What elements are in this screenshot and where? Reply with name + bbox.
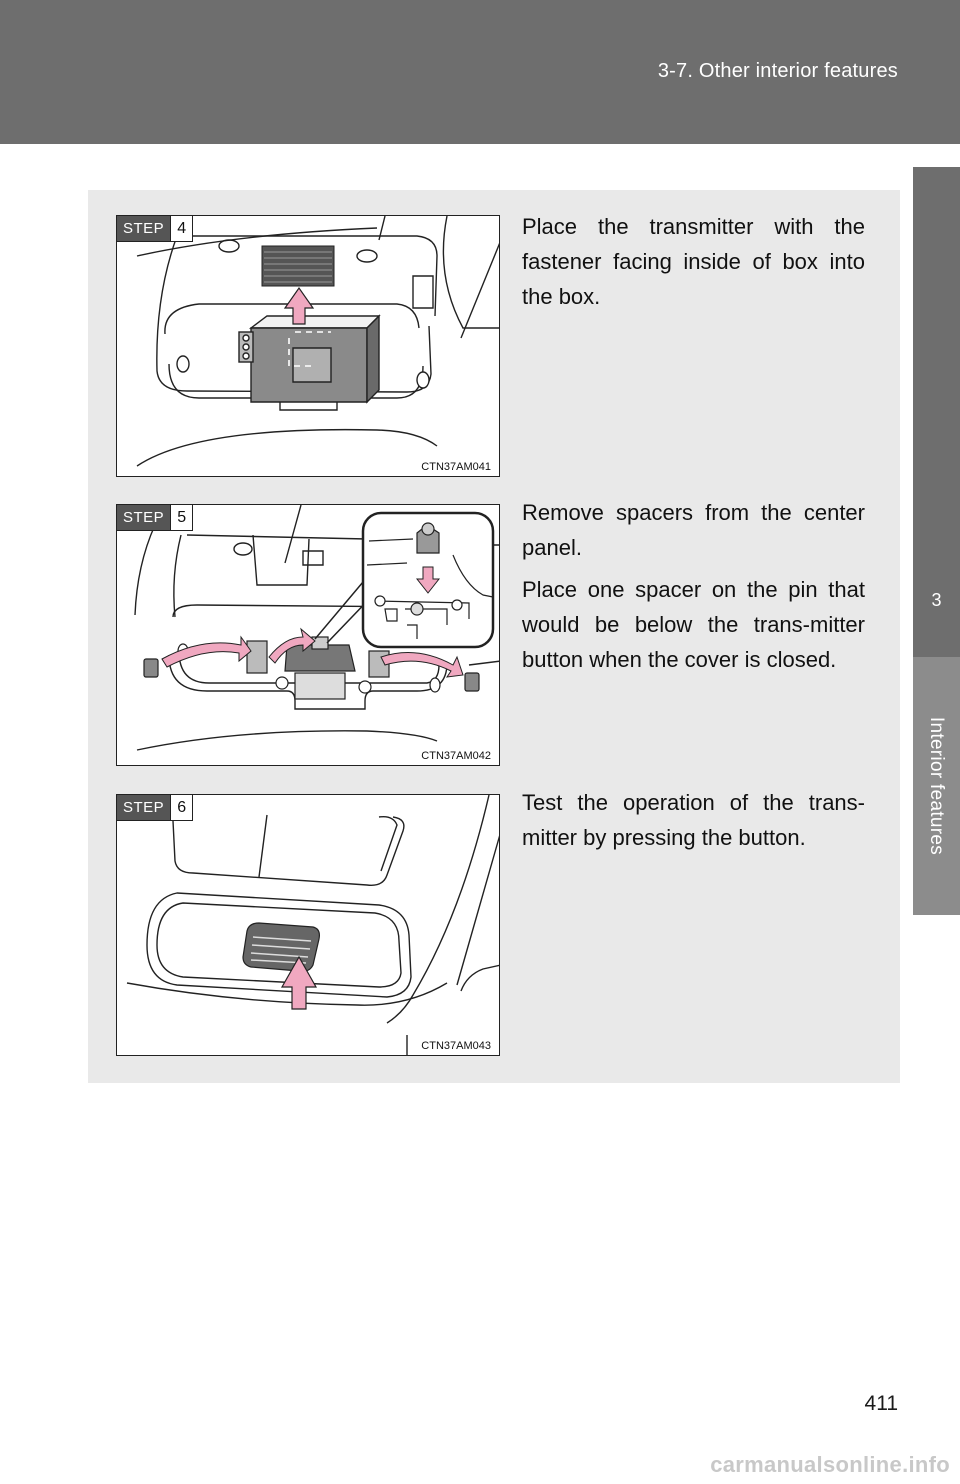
chapter-tab <box>913 167 960 657</box>
step-4-illustration <box>116 215 500 477</box>
step-number: 5 <box>170 505 192 530</box>
step-6-paragraph: Test the operation of the trans-mitter by pressing the button. <box>522 790 865 850</box>
step-word: STEP <box>117 505 170 530</box>
chapter-label: Interior features <box>926 716 948 856</box>
step-5-illustration <box>116 504 500 766</box>
step-6-illustration <box>116 794 500 1056</box>
figure-code: CTN37AM043 <box>421 1040 491 1052</box>
figure-code: CTN37AM042 <box>421 750 491 762</box>
step-6-text <box>522 785 865 862</box>
step-number: 6 <box>170 795 192 820</box>
figure-code: CTN37AM041 <box>421 461 491 473</box>
step-word: STEP <box>117 216 170 241</box>
step-5-paragraph-2: Place one spacer on the pin that would be below the trans-mitter button when the cover is closed. <box>522 577 865 672</box>
button-press-drawing <box>117 795 500 1056</box>
step-4-text <box>522 209 865 321</box>
page-number: 411 <box>864 1392 898 1415</box>
section-title: 3-7. Other interior features <box>657 60 898 82</box>
step-5-text <box>522 495 865 684</box>
spacer-removal-drawing <box>117 505 500 766</box>
step-word: STEP <box>117 795 170 820</box>
chapter-label-wrapper <box>913 657 960 915</box>
step-5-badge <box>117 505 193 531</box>
chapter-number: 3 <box>931 590 942 610</box>
step-6-badge <box>117 795 193 821</box>
step-5-paragraph-1: Remove spacers from the center panel. <box>522 500 865 560</box>
watermark: carmanualsonline.info <box>710 1452 950 1477</box>
step-4-badge <box>117 216 193 242</box>
step-number: 4 <box>170 216 192 241</box>
step-4-paragraph: Place the transmitter with the fastener facing inside of box into the box. <box>522 214 865 309</box>
transmitter-box-drawing <box>117 216 500 477</box>
